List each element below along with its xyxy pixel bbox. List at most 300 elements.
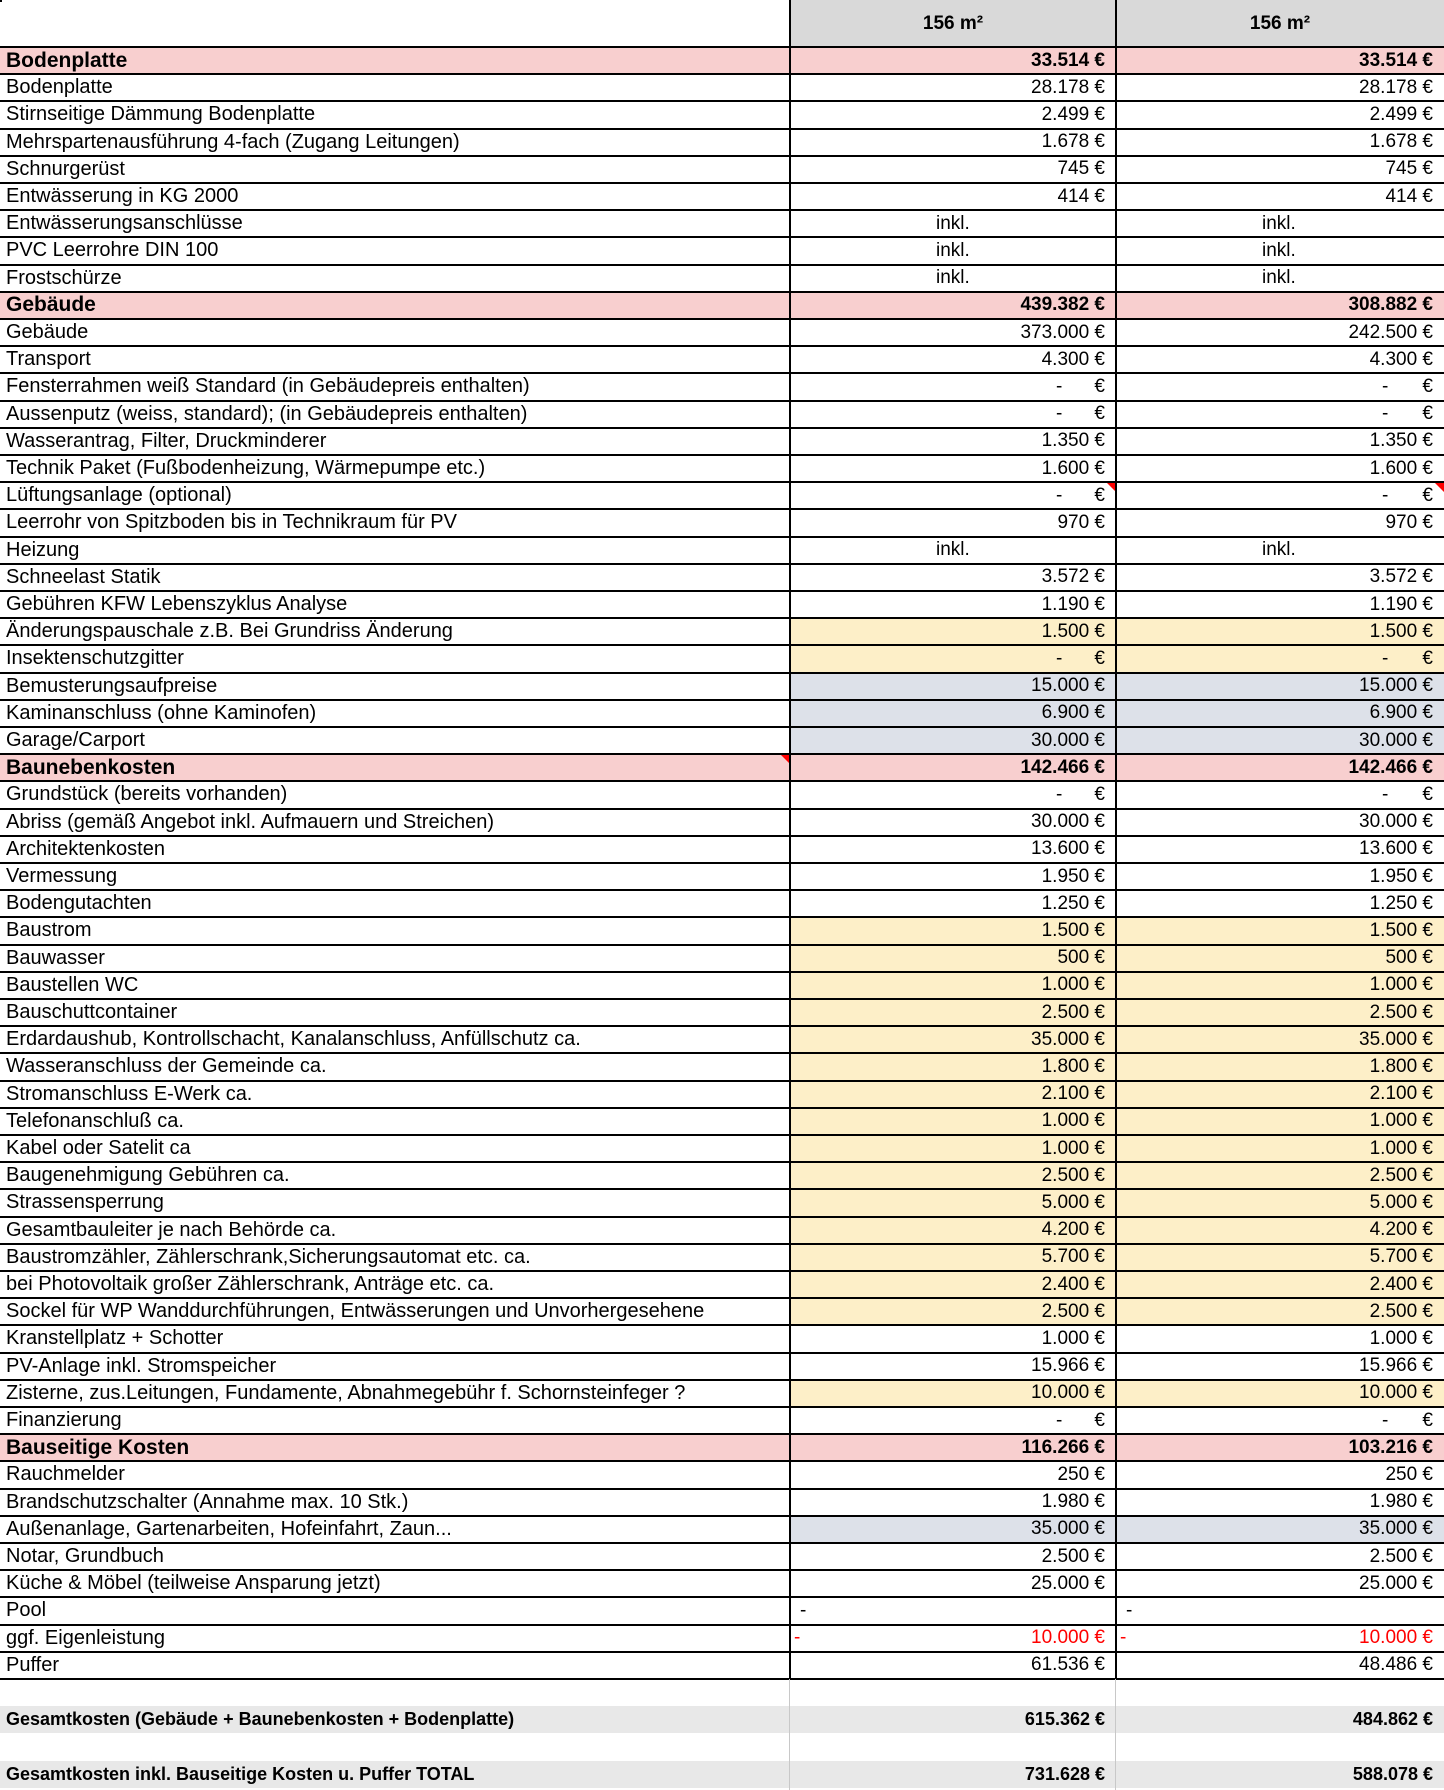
grid-line: [0, 617, 1444, 619]
value-cell-c1[interactable]: inkl.: [936, 212, 970, 234]
total-label[interactable]: Gesamtkosten inkl. Bauseitige Kosten u. Puffer TOTAL: [6, 1764, 475, 1784]
grid-line: [0, 100, 1444, 102]
total-value-c1[interactable]: 615.362 €: [1024, 1709, 1105, 1729]
section-row: [0, 1434, 1444, 1461]
cost-row: [0, 1407, 1444, 1434]
currency-symbol: €: [1422, 484, 1433, 506]
value-cell-c1[interactable]: 2.499 €: [1041, 103, 1105, 125]
grid-line: [0, 971, 1444, 973]
dash-value: -: [1382, 647, 1389, 669]
currency-symbol: €: [1094, 484, 1105, 506]
header-col1[interactable]: 156 m²: [790, 0, 1116, 47]
value-cell-c2[interactable]: 13.600 €: [1359, 838, 1433, 860]
row-label[interactable]: Frostschürze: [6, 266, 122, 289]
value-cell-c2[interactable]: 48.486 €: [1359, 1654, 1433, 1676]
value-cell-c1[interactable]: 30.000 €: [790, 727, 1116, 754]
value-cell-c2[interactable]: 1.600 €: [1369, 457, 1433, 479]
row-label[interactable]: Außenanlage, Gartenarbeiten, Hofeinfahrt, Zaun...: [6, 1517, 452, 1540]
value-cell-c2[interactable]: [1116, 482, 1444, 509]
value-cell-c2[interactable]: 1.800 €: [1116, 1053, 1444, 1080]
value-cell-c2[interactable]: [1116, 645, 1444, 672]
value-cell-c1[interactable]: inkl.: [936, 239, 970, 261]
value-cell-c1[interactable]: 116.266 €: [790, 1434, 1116, 1461]
value-cell-c2[interactable]: 30.000 €: [1359, 811, 1433, 833]
row-label[interactable]: Bemusterungsaufpreise: [6, 674, 218, 697]
value-cell-c1[interactable]: 33.514 €: [790, 47, 1116, 74]
row-label[interactable]: Architektenkosten: [6, 837, 165, 860]
row-label[interactable]: Technik Paket (Fußbodenheizung, Wärmepumpe etc.): [6, 457, 486, 480]
row-label[interactable]: Gebäude: [6, 321, 89, 344]
value-cell-c1[interactable]: 61.536 €: [1031, 1654, 1105, 1676]
row-label[interactable]: Kaminanschluss (ohne Kaminofen): [6, 701, 317, 724]
row-label[interactable]: Finanzierung: [6, 1409, 122, 1432]
value-cell-c1[interactable]: 1.800 €: [790, 1053, 1116, 1080]
value-cell-c2[interactable]: [1116, 1407, 1444, 1434]
value-cell-c1[interactable]: 4.300 €: [1041, 348, 1105, 370]
cost-row: [0, 1053, 1444, 1080]
row-label[interactable]: Gebühren KFW Lebenszyklus Analyse: [6, 593, 348, 616]
value-cell-c1[interactable]: 4.200 €: [790, 1217, 1116, 1244]
value-cell-c2[interactable]: 1.000 €: [1116, 1108, 1444, 1135]
grid-line: [0, 1352, 1444, 1354]
value-cell-c2[interactable]: 35.000 €: [1116, 1026, 1444, 1053]
cost-row: [0, 972, 1444, 999]
row-label[interactable]: Stirnseitige Dämmung Bodenplatte: [6, 103, 316, 126]
grid-line: [0, 1596, 1444, 1598]
dash-value: -: [1056, 375, 1063, 397]
cost-row: [0, 809, 1444, 836]
row-label[interactable]: Bauseitige Kosten: [0, 1434, 790, 1461]
row-label[interactable]: Heizung: [6, 538, 80, 561]
value-cell-c2[interactable]: 10.000 €: [1116, 1380, 1444, 1407]
value-cell-c1[interactable]: 2.500 €: [790, 1298, 1116, 1325]
currency-symbol: €: [1094, 647, 1105, 669]
value-cell-c1[interactable]: 5.000 €: [790, 1189, 1116, 1216]
grid-line: [0, 780, 1444, 782]
value-cell-c2[interactable]: 1.250 €: [1369, 892, 1433, 914]
value-cell-c1[interactable]: 13.600 €: [1031, 838, 1105, 860]
grid-line: [0, 1488, 1444, 1490]
total-value-c2[interactable]: 588.078 €: [1352, 1764, 1433, 1784]
value-cell-c2[interactable]: inkl.: [1262, 239, 1296, 261]
cost-row: [0, 1325, 1444, 1352]
value-cell-c2[interactable]: 745 €: [1385, 158, 1433, 180]
value-cell-c2[interactable]: 2.400 €: [1116, 1271, 1444, 1298]
grid-line: [1115, 1679, 1116, 1790]
row-label[interactable]: Bauschuttcontainer: [6, 1001, 178, 1024]
row-label[interactable]: Gesamtbauleiter je nach Behörde ca.: [6, 1218, 337, 1241]
cost-row: [0, 836, 1444, 863]
row-label[interactable]: Garage/Carport: [6, 729, 145, 752]
row-label[interactable]: ggf. Eigenleistung: [6, 1626, 166, 1649]
value-cell-c2[interactable]: 970 €: [1385, 511, 1433, 533]
value-cell-c2[interactable]: 1.000 €: [1116, 972, 1444, 999]
grid-line: [0, 1324, 1444, 1326]
row-label[interactable]: Bodenplatte: [6, 76, 113, 99]
value-cell-c1[interactable]: 25.000 €: [1031, 1572, 1105, 1594]
value-cell-c1[interactable]: [790, 1407, 1116, 1434]
grid-line: [0, 536, 1444, 538]
row-label[interactable]: Brandschutzschalter (Annahme max. 10 Stk.): [6, 1490, 409, 1513]
cost-row: [0, 265, 1444, 292]
row-label[interactable]: Fensterrahmen weiß Standard (in Gebäudepreis enthalten): [6, 375, 530, 398]
cost-row: [0, 101, 1444, 128]
value-cell-c2[interactable]: 15.966 €: [1359, 1355, 1433, 1377]
value-cell-c1[interactable]: 414 €: [1057, 185, 1105, 207]
header-label-cell: [0, 0, 790, 47]
row-label[interactable]: Kabel oder Satelit ca: [6, 1137, 191, 1160]
value-cell-c2[interactable]: [1116, 1625, 1444, 1652]
cost-row: [0, 999, 1444, 1026]
value-cell-c2[interactable]: 2.500 €: [1116, 1162, 1444, 1189]
value-cell-c1[interactable]: [790, 401, 1116, 428]
value-cell-c1[interactable]: 970 €: [1057, 511, 1105, 533]
row-label[interactable]: Strassensperrung: [6, 1191, 164, 1214]
value-cell-c1[interactable]: 1.950 €: [1041, 865, 1105, 887]
value-cell-c2[interactable]: 1.500 €: [1116, 917, 1444, 944]
grid-line: [0, 1379, 1444, 1381]
value-cell-c1[interactable]: 1.500 €: [790, 618, 1116, 645]
grid-line: [0, 1542, 1444, 1544]
value-cell-c1[interactable]: 15.000 €: [790, 673, 1116, 700]
cost-row: [0, 618, 1444, 645]
cost-row: [0, 509, 1444, 536]
grid-line: [0, 1651, 1444, 1653]
value-cell-c1[interactable]: 500 €: [790, 945, 1116, 972]
value-cell-c1[interactable]: 1.350 €: [1041, 430, 1105, 452]
grid-line: [0, 1624, 1444, 1626]
header-row: [0, 0, 1444, 47]
cost-row: [0, 1516, 1444, 1543]
total-value-c2[interactable]: 484.862 €: [1352, 1709, 1433, 1729]
grid-line: [0, 862, 1444, 864]
value-cell-c1[interactable]: 1.000 €: [790, 972, 1116, 999]
cost-row: [0, 863, 1444, 890]
total-label[interactable]: Gesamtkosten (Gebäude + Baunebenkosten + Bodenplatte): [6, 1709, 515, 1729]
cost-row: [0, 74, 1444, 101]
row-label[interactable]: Küche & Möbel (teilweise Ansparung jetzt): [6, 1572, 381, 1595]
row-label[interactable]: Leerrohr von Spitzboden bis in Technikraum für PV: [6, 511, 457, 534]
dash-value: -: [1382, 484, 1389, 506]
value-cell-c1[interactable]: inkl.: [936, 267, 970, 289]
cost-row: [0, 564, 1444, 591]
value-cell-c1[interactable]: 28.178 €: [1031, 76, 1105, 98]
row-label[interactable]: Bodengutachten: [6, 892, 152, 915]
cost-row: [0, 1489, 1444, 1516]
row-label[interactable]: Vermessung: [6, 865, 118, 888]
grid-line: [0, 264, 1444, 266]
cost-row: [0, 183, 1444, 210]
value-cell-c2[interactable]: inkl.: [1262, 212, 1296, 234]
row-label[interactable]: Schneelast Statik: [6, 565, 161, 588]
section-row: [0, 754, 1444, 781]
grid-line: [0, 1270, 1444, 1272]
row-label[interactable]: Bodenplatte: [0, 47, 790, 74]
cost-row: [0, 1162, 1444, 1189]
value-cell-c1[interactable]: 2.400 €: [790, 1271, 1116, 1298]
value-cell-c1[interactable]: 1.000 €: [790, 1135, 1116, 1162]
value-cell-c1[interactable]: 1.500 €: [790, 917, 1116, 944]
grid-line: [0, 944, 1444, 946]
value-cell-c1[interactable]: 5.700 €: [790, 1244, 1116, 1271]
value-cell-c2[interactable]: [1116, 373, 1444, 400]
value-cell-c2[interactable]: 5.700 €: [1116, 1244, 1444, 1271]
grid-line: [0, 1107, 1444, 1109]
value-cell-c2[interactable]: 2.500 €: [1116, 999, 1444, 1026]
value-cell-c2[interactable]: 3.572 €: [1369, 566, 1433, 588]
grid-line: [0, 291, 1444, 293]
row-label[interactable]: Bauwasser: [6, 946, 105, 969]
value-cell-c1[interactable]: 1.190 €: [1041, 593, 1105, 615]
value-cell-c2[interactable]: 414 €: [1385, 185, 1433, 207]
value-cell-c2[interactable]: -: [1126, 1599, 1133, 1621]
row-label[interactable]: Änderungspauschale z.B. Bei Grundriss Änderung: [6, 620, 453, 643]
value-cell-c1[interactable]: 35.000 €: [790, 1516, 1116, 1543]
currency-symbol: €: [1094, 1409, 1105, 1431]
value-cell-c2[interactable]: 1.678 €: [1369, 131, 1433, 153]
value-cell-c2[interactable]: 2.499 €: [1369, 103, 1433, 125]
grid-line: [0, 318, 1444, 320]
grid-line: [0, 835, 1444, 837]
value-cell-c1[interactable]: [790, 373, 1116, 400]
cost-row: [0, 1081, 1444, 1108]
cost-row: [0, 237, 1444, 264]
row-label[interactable]: Sockel für WP Wanddurchführungen, Entwässerungen und Unvorhergesehene: [6, 1300, 705, 1323]
value-cell-c2[interactable]: 1.000 €: [1369, 1327, 1433, 1349]
grid-line: [0, 808, 1444, 810]
value-cell-c2[interactable]: 5.000 €: [1116, 1189, 1444, 1216]
value-cell-c1[interactable]: 6.900 €: [790, 700, 1116, 727]
total-row: [0, 1706, 1444, 1733]
grid-line: [0, 73, 1444, 75]
value-cell-c1[interactable]: 1.000 €: [790, 1108, 1116, 1135]
grid-line: [0, 916, 1444, 918]
row-label[interactable]: Stromanschluss E-Werk ca.: [6, 1082, 253, 1105]
value-cell-c1[interactable]: 3.572 €: [1041, 566, 1105, 588]
value-cell-c2[interactable]: 28.178 €: [1359, 76, 1433, 98]
cost-row: [0, 781, 1444, 808]
row-label[interactable]: Baustellen WC: [6, 973, 139, 996]
row-label[interactable]: Puffer: [6, 1653, 59, 1676]
row-label[interactable]: Wasseranschluss der Gemeinde ca.: [6, 1055, 327, 1078]
dash-value: -: [1382, 375, 1389, 397]
grid-line: [0, 699, 1444, 701]
cost-row: [0, 591, 1444, 618]
cost-row: [0, 1597, 1444, 1624]
cost-row: [0, 346, 1444, 373]
row-label[interactable]: bei Photovoltaik großer Zählerschrank, Anträge etc. ca.: [6, 1273, 495, 1296]
value-cell-c1[interactable]: 2.500 €: [790, 999, 1116, 1026]
cost-row: [0, 210, 1444, 237]
comment-marker-icon[interactable]: [1435, 483, 1444, 492]
grid-line: [0, 1243, 1444, 1245]
value-cell-c1[interactable]: 2.500 €: [1041, 1545, 1105, 1567]
currency-symbol: €: [1422, 403, 1433, 425]
grid-line: [0, 1161, 1444, 1163]
value-cell-c1[interactable]: [790, 1625, 1116, 1652]
value-cell-c1[interactable]: 10.000 €: [790, 1380, 1116, 1407]
grid-line: [0, 508, 1444, 510]
grid-line: [0, 209, 1444, 211]
grid-line: [0, 1188, 1444, 1190]
value-cell-c2[interactable]: [1116, 401, 1444, 428]
row-label[interactable]: Abriss (gemäß Angebot inkl. Aufmauern und Streichen): [6, 810, 495, 833]
row-label[interactable]: Kranstellplatz + Schotter: [6, 1327, 224, 1350]
value-cell-c2[interactable]: 2.500 €: [1369, 1545, 1433, 1567]
value-cell-c1[interactable]: 30.000 €: [1031, 811, 1105, 833]
cost-row: [0, 1108, 1444, 1135]
cost-row: [0, 1353, 1444, 1380]
value-cell-c2[interactable]: 6.900 €: [1116, 700, 1444, 727]
grid-line: [0, 481, 1444, 483]
cost-row: [0, 727, 1444, 754]
grid-line: [0, 372, 1444, 374]
section-row: [0, 292, 1444, 319]
value-cell-c1[interactable]: 142.466 €: [790, 754, 1116, 781]
value-cell-c2[interactable]: 4.300 €: [1369, 348, 1433, 370]
cost-row: [0, 1244, 1444, 1271]
value-cell-c1[interactable]: 439.382 €: [790, 292, 1116, 319]
grid-line: [0, 46, 1444, 48]
row-label[interactable]: Telefonanschluß ca.: [6, 1109, 184, 1132]
value-cell-c1[interactable]: 1.000 €: [1041, 1327, 1105, 1349]
value-cell-c1[interactable]: [790, 482, 1116, 509]
value-cell-c1[interactable]: 745 €: [1057, 158, 1105, 180]
value-cell-c2[interactable]: 30.000 €: [1116, 727, 1444, 754]
cost-row: [0, 373, 1444, 400]
value-cell-c2[interactable]: 1.000 €: [1116, 1135, 1444, 1162]
value-cell-c1[interactable]: -: [800, 1599, 807, 1621]
negative-sign: -: [794, 1627, 801, 1649]
value-cell-c2[interactable]: inkl.: [1262, 539, 1296, 561]
value-cell-c2[interactable]: 1.950 €: [1369, 865, 1433, 887]
row-label[interactable]: Entwässerungsanschlüsse: [6, 212, 243, 235]
value-cell-c1[interactable]: 373.000 €: [1020, 321, 1105, 343]
cost-row: [0, 1652, 1444, 1679]
value-cell-c1[interactable]: [790, 781, 1116, 808]
value-cell-c1[interactable]: 35.000 €: [790, 1026, 1116, 1053]
value-cell-c2[interactable]: 1.190 €: [1369, 593, 1433, 615]
row-label[interactable]: Notar, Grundbuch: [6, 1545, 164, 1568]
value-cell-c2[interactable]: 103.216 €: [1116, 1434, 1444, 1461]
value-cell-c1[interactable]: 1.678 €: [1041, 131, 1105, 153]
value-cell-c2[interactable]: inkl.: [1262, 267, 1296, 289]
grid-line: [0, 590, 1444, 592]
row-label[interactable]: Baugenehmigung Gebühren ca.: [6, 1164, 290, 1187]
total-row: [0, 1761, 1444, 1788]
cost-row: [0, 1271, 1444, 1298]
row-label[interactable]: Aussenputz (weiss, standard); (in Gebäudepreis enthalten): [6, 402, 528, 425]
value-cell-c1[interactable]: [790, 645, 1116, 672]
value-cell-c2[interactable]: 1.980 €: [1369, 1491, 1433, 1513]
row-label[interactable]: Baustromzähler, Zählerschrank,Sicherungsautomat etc. ca.: [6, 1245, 531, 1268]
currency-symbol: €: [1422, 783, 1433, 805]
row-label[interactable]: PVC Leerrohre DIN 100: [6, 239, 219, 262]
value-cell-c2[interactable]: 500 €: [1116, 945, 1444, 972]
header-col2[interactable]: 156 m²: [1116, 0, 1444, 47]
row-label[interactable]: Schnurgerüst: [6, 157, 125, 180]
cost-row: [0, 673, 1444, 700]
total-value-c1[interactable]: 731.628 €: [1024, 1764, 1105, 1784]
grid-line: [0, 672, 1444, 674]
grid-line: [0, 1052, 1444, 1054]
row-label[interactable]: Entwässerung in KG 2000: [6, 185, 239, 208]
grid-line: [0, 753, 1444, 755]
grid-line: [0, 1297, 1444, 1299]
value-cell-c2[interactable]: [1116, 781, 1444, 808]
grid-line: [1115, 0, 1117, 1679]
value-cell-c2[interactable]: 2.100 €: [1116, 1081, 1444, 1108]
row-label[interactable]: Erdardaushub, Kontrollschacht, Kanalanschluss, Anfüllschutz ca.: [6, 1028, 581, 1051]
row-label[interactable]: Wasserantrag, Filter, Druckminderer: [6, 429, 327, 452]
value-cell-c1[interactable]: 1.980 €: [1041, 1491, 1105, 1513]
row-label[interactable]: Mehrspartenausführung 4-fach (Zugang Leitungen): [6, 130, 460, 153]
value-cell-c2[interactable]: 242.500 €: [1348, 321, 1433, 343]
row-label[interactable]: Rauchmelder: [6, 1463, 125, 1486]
dash-value: -: [1056, 1409, 1063, 1431]
cost-row: [0, 1189, 1444, 1216]
value-cell-c1[interactable]: inkl.: [936, 539, 970, 561]
row-label[interactable]: Transport: [6, 348, 91, 371]
grid-line: [0, 998, 1444, 1000]
currency-symbol: €: [1094, 403, 1105, 425]
value-cell-c2[interactable]: 2.500 €: [1116, 1298, 1444, 1325]
value-cell-c2[interactable]: 25.000 €: [1359, 1572, 1433, 1594]
value-cell-c2[interactable]: 33.514 €: [1116, 47, 1444, 74]
dash-value: -: [1382, 403, 1389, 425]
value-cell-c2[interactable]: 1.350 €: [1369, 430, 1433, 452]
value-cell-c1[interactable]: 15.966 €: [1031, 1355, 1105, 1377]
value-cell-c2[interactable]: 35.000 €: [1116, 1516, 1444, 1543]
value-cell-c2[interactable]: 4.200 €: [1116, 1217, 1444, 1244]
grid-line: [0, 1025, 1444, 1027]
value-cell-c1[interactable]: 1.250 €: [1041, 892, 1105, 914]
value-cell-c2[interactable]: 308.882 €: [1116, 292, 1444, 319]
grid-line: [0, 236, 1444, 238]
value-cell-c1[interactable]: 2.500 €: [790, 1162, 1116, 1189]
negative-value: 10.000 €: [1031, 1627, 1105, 1649]
value-cell-c2[interactable]: 142.466 €: [1116, 754, 1444, 781]
value-cell-c2[interactable]: 1.500 €: [1116, 618, 1444, 645]
row-label[interactable]: PV-Anlage inkl. Stromspeicher: [6, 1354, 277, 1377]
value-cell-c1[interactable]: 1.600 €: [1041, 457, 1105, 479]
cost-row: [0, 129, 1444, 156]
row-label[interactable]: Grundstück (bereits vorhanden): [6, 783, 288, 806]
currency-symbol: €: [1094, 375, 1105, 397]
value-cell-c1[interactable]: 250 €: [1057, 1463, 1105, 1485]
row-label[interactable]: Baustrom: [6, 919, 92, 942]
row-label[interactable]: Gebäude: [0, 292, 790, 319]
grid-line: [0, 182, 1444, 184]
grid-line: [0, 644, 1444, 646]
row-label[interactable]: Insektenschutzgitter: [6, 647, 184, 670]
row-label[interactable]: Lüftungsanlage (optional): [6, 484, 232, 507]
grid-line: [0, 1569, 1444, 1571]
grid-line: [0, 0, 2, 2]
row-label[interactable]: Pool: [6, 1599, 47, 1622]
row-label[interactable]: Baunebenkosten: [0, 754, 790, 781]
dash-value: -: [1056, 647, 1063, 669]
cost-row: [0, 1135, 1444, 1162]
value-cell-c1[interactable]: 2.100 €: [790, 1081, 1116, 1108]
grid-line: [0, 1460, 1444, 1462]
grid-line: [0, 1134, 1444, 1136]
value-cell-c2[interactable]: 15.000 €: [1116, 673, 1444, 700]
value-cell-c2[interactable]: 250 €: [1385, 1463, 1433, 1485]
grid-line: [0, 563, 1444, 565]
row-label[interactable]: Zisterne, zus.Leitungen, Fundamente, Abnahmegebühr f. Schornsteinfeger ?: [6, 1381, 686, 1404]
currency-symbol: €: [1422, 375, 1433, 397]
